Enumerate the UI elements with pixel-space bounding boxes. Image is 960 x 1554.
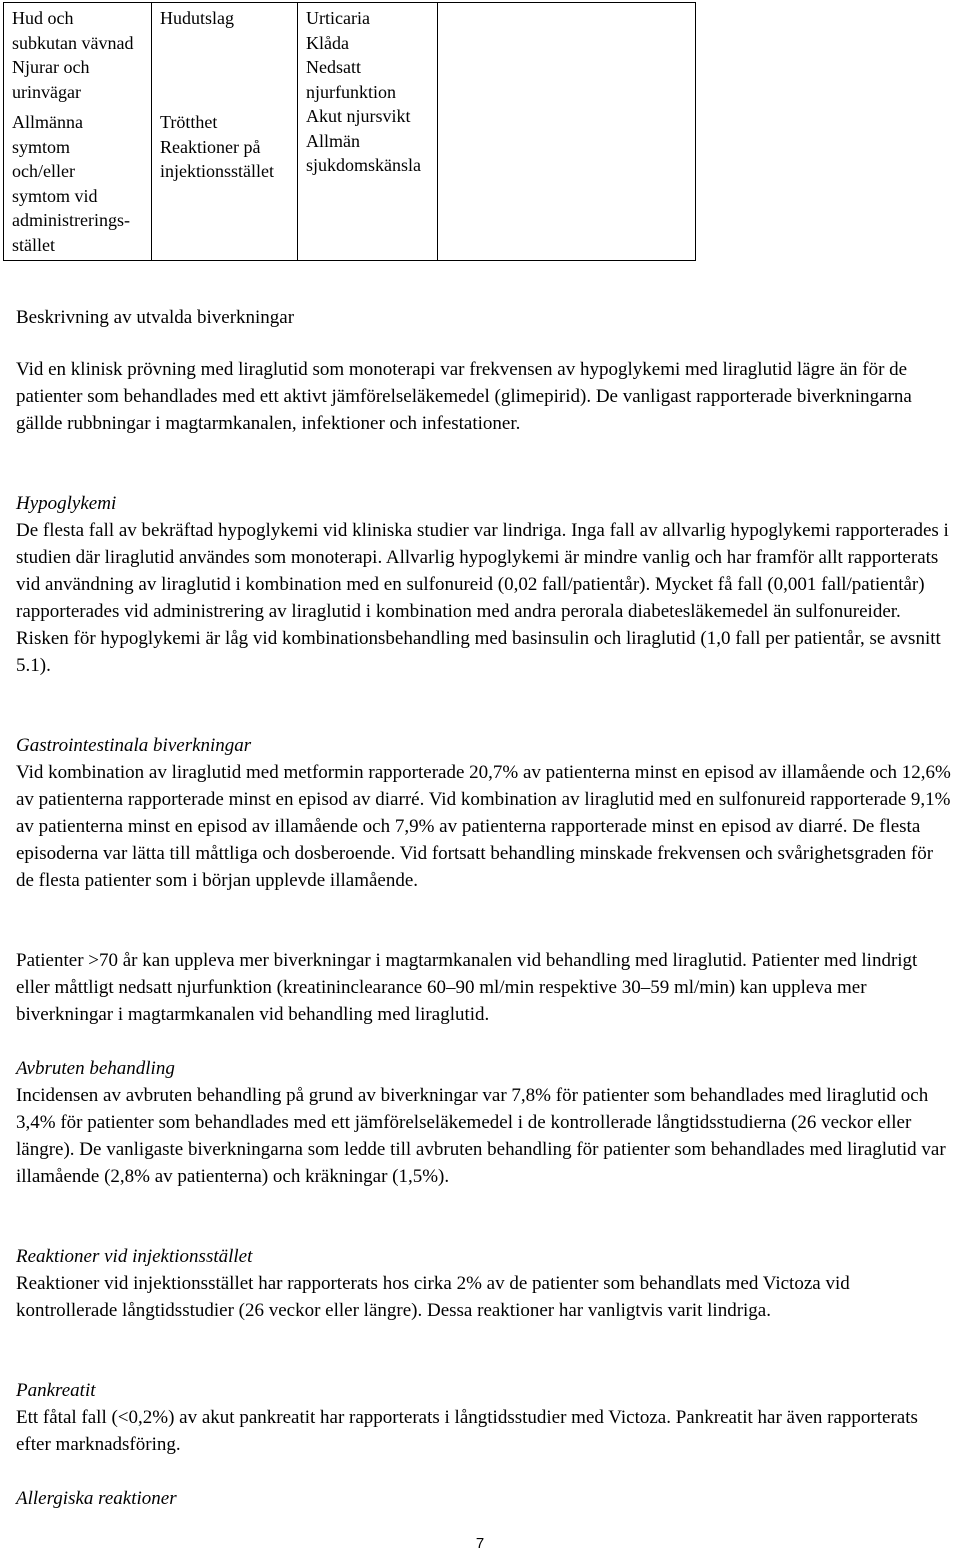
avbruten-text: Incidensen av avbruten behandling på grund av biverkningar var 7,8% för patienter som behandlades med liraglutid och 3,4% för patienter som behandlades med ett jämförelseläkemedel i de kontrollerade långtidsstudierna (26 veckor eller längre). De vanligaste biverkningarna som ledde till avbruten behandling för patienter som behandlades med liraglutid var illamående (2,8% av patienterna) och kräkningar (1,5%). (16, 1085, 946, 1187)
section-title: Beskrivning av utvalda biverkningar (16, 307, 295, 328)
hypoglykemi-section (16, 490, 954, 679)
cell-line: Reaktioner på (160, 136, 261, 157)
intro-text: Vid en klinisk prövning med liraglutid som monoterapi var frekvensen av hypoglykemi med liraglutid lägre än för de patienter som behandlades med ett aktivt jämförelseläkemedel (glimepirid). De vanligast rapporterade biverkningarna gällde rubbningar i magtarmkanalen, infektioner och infestationer. (16, 359, 912, 434)
pankreatit-heading: Pankreatit (16, 1380, 96, 1401)
avbruten-section (16, 1055, 954, 1190)
cell-line: administrerings- (12, 210, 130, 230)
allergiska-heading: Allergiska reaktioner (16, 1488, 177, 1509)
table-cell-category (4, 3, 152, 261)
cell-line: urinvägar (12, 81, 81, 102)
cell-line: och/eller (12, 161, 75, 181)
cell-line: Allmän (306, 130, 360, 151)
cell-line: sjukdomskänsla (306, 155, 421, 175)
pankreatit-section (16, 1377, 954, 1458)
hypoglykemi-heading: Hypoglykemi (16, 493, 117, 514)
cell-line: subkutan vävnad (12, 32, 134, 53)
cell-line: symtom (12, 136, 71, 157)
gastro-text-2: Patienter >70 år kan uppleva mer biverkningar i magtarmkanalen vid behandling med liraglutid. Patienter med lindrigt eller måttligt nedsatt njurfunktion (kreatininclearance 60–90 ml/min respektive 30–59 ml/min) kan uppleva mer biverkningar i magtarmkanalen vid behandling med liraglutid. (16, 950, 918, 1025)
page-number: 7 (475, 1535, 485, 1552)
table-cell-empty (438, 3, 696, 261)
table-cell-common (152, 3, 298, 261)
reaktioner-heading: Reaktioner vid injektionsstället (16, 1246, 253, 1267)
cell-line: Hudutslag (160, 8, 234, 28)
pankreatit-text: Ett fåtal fall (<0,2%) av akut pankreatit har rapporterats i långtidsstudier med Victoza. Pankreatit har även rapporterats efter marknadsföring. (16, 1407, 918, 1455)
cell-line: symtom vid (12, 185, 98, 206)
reaktioner-section (16, 1243, 954, 1324)
cell-line: Njurar och (12, 57, 90, 77)
adverse-reactions-table (3, 2, 696, 261)
cell-line: Allmänna (12, 112, 83, 132)
cell-line: Trötthet (160, 112, 218, 132)
allergiska-section (16, 1485, 954, 1512)
table-cell-uncommon (298, 3, 438, 261)
table-row (4, 3, 696, 261)
cell-line: Urticaria (306, 8, 370, 28)
avbruten-heading: Avbruten behandling (16, 1058, 175, 1079)
cell-line: Klåda (306, 32, 349, 53)
cell-line: Nedsatt (306, 57, 361, 77)
hypoglykemi-text: De flesta fall av bekräftad hypoglykemi vid kliniska studier var lindriga. Inga fall av allvarlig hypoglykemi rapporterades i studien där liraglutid användes som monoterapi. Allvarlig hypoglykemi är mindre vanlig och har framför allt rapporterats vid användning av liraglutid i kombination med en sulfonureid (0,02 fall/patientår). Mycket få fall (0,001 fall/patientår) rapporterades vid administrering av liraglutid i kombination med andra perorala diabetesläkemedel än sulfonureider. Risken för hypoglykemi är låg vid kombinationsbehandling med basinsulin och liraglutid (1,0 fall per patientår, se avsnitt 5.1). (16, 520, 949, 676)
gastro-heading: Gastrointestinala biverkningar (16, 735, 252, 756)
gastro-elderly-section (16, 947, 954, 1028)
reaktioner-text: Reaktioner vid injektionsstället har rapporterats hos cirka 2% av de patienter som behandlats med Victoza vid kontrollerade långtidsstudier (26 veckor eller längre). Dessa reaktioner har vanligtvis varit lindriga. (16, 1273, 850, 1321)
cell-line: Akut njursvikt (306, 106, 411, 126)
cell-line: injektionsstället (160, 161, 274, 181)
cell-line: njurfunktion (306, 81, 396, 102)
cell-line: Hud och (12, 8, 74, 28)
intro-paragraph (16, 356, 954, 437)
gastro-text-1: Vid kombination av liraglutid med metformin rapporterade 20,7% av patienterna minst en episod av illamående och 12,6% av patienterna rapporterade minst en episod av diarré. Vid kombination av liraglutid med en sulfonureid rapporterade 9,1% av patienterna minst en episod av illamående och 7,9% av patienterna rapporterade minst en episod av diarré. De flesta episoderna var lätta till måttliga och dosberoende. Vid fortsatt behandling minskade frekvensen och svårighetsgraden för de flesta patienter som i början upplevde illamående. (16, 762, 951, 891)
gastro-section (16, 732, 954, 894)
cell-line: stället (12, 234, 55, 255)
